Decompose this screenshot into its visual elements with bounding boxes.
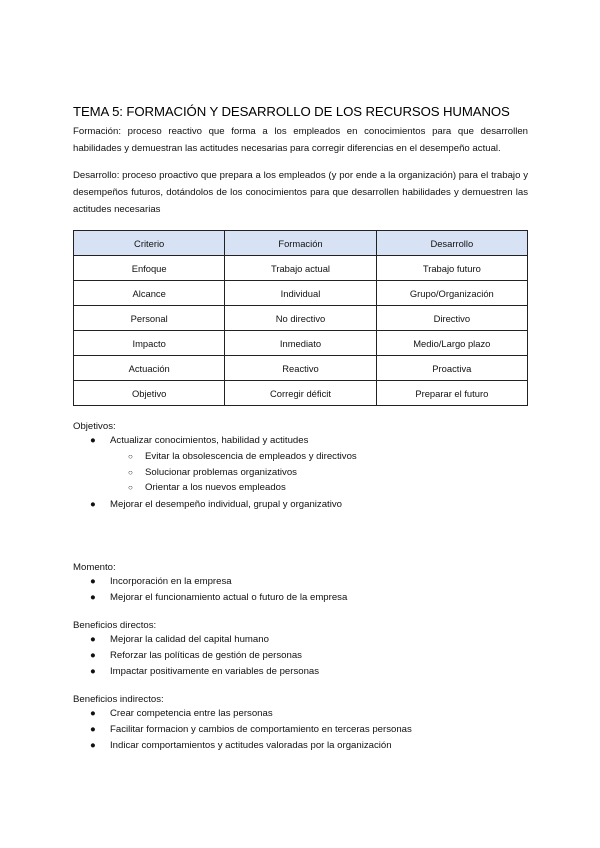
- bullet-icon: ●: [90, 591, 96, 603]
- table-cell: Objetivo: [74, 381, 225, 406]
- bullet-icon: ●: [90, 498, 96, 510]
- bullet-icon: ●: [90, 739, 96, 751]
- list-item: ● Indicar comportamientos y actitudes valoradas por la organización: [73, 738, 528, 754]
- table-cell: Individual: [225, 281, 376, 306]
- page-title: TEMA 5: FORMACIÓN Y DESARROLLO DE LOS RECURSOS HUMANOS: [73, 104, 510, 119]
- table-cell: Enfoque: [74, 256, 225, 281]
- table-cell: Trabajo futuro: [376, 256, 527, 281]
- table-row: [74, 281, 528, 306]
- bullet-icon: ●: [90, 649, 96, 661]
- beneficios-directos-heading: Beneficios directos:: [73, 619, 157, 631]
- bullet-icon: ●: [90, 575, 96, 587]
- table-row: [74, 381, 528, 406]
- table-cell: Impacto: [74, 331, 225, 356]
- bullet-icon: ●: [90, 707, 96, 719]
- list-item: ● Mejorar la calidad del capital humano: [73, 632, 528, 648]
- table-header-row: [74, 231, 528, 256]
- list-item: ○ Orientar a los nuevos empleados: [73, 480, 528, 496]
- objetivos-list-2: [73, 497, 528, 513]
- circle-bullet-icon: ○: [128, 483, 133, 492]
- table-cell: Reactivo: [225, 356, 376, 381]
- objetivos-heading: Objetivos:: [73, 421, 116, 432]
- beneficios-indirectos-list: [73, 706, 528, 754]
- table-header-cell: Criterio: [74, 231, 225, 256]
- comparison-table: [73, 230, 528, 406]
- table-cell: Directivo: [376, 306, 527, 331]
- table-cell: Preparar el futuro: [376, 381, 527, 406]
- beneficios-indirectos-heading: Beneficios indirectos:: [73, 693, 164, 705]
- document-page: [73, 104, 528, 754]
- list-item: ● Impactar positivamente en variables de personas: [73, 664, 528, 680]
- list-item: ● Actualizar conocimientos, habilidad y actitudes: [73, 433, 528, 449]
- table-header-cell: Formación: [225, 231, 376, 256]
- table-row: [74, 356, 528, 381]
- objetivos-sublist: [73, 449, 528, 496]
- circle-bullet-icon: ○: [128, 452, 133, 461]
- bullet-icon: ●: [90, 633, 96, 645]
- formacion-definition: Formación: proceso reactivo que forma a los empleados en conocimientos para que desarrollen habilidades y demuestran las actitudes necesarias para corregir diferencias en el desempeño actual.: [73, 126, 528, 154]
- table-row: [74, 331, 528, 356]
- list-item: ● Crear competencia entre las personas: [73, 706, 528, 722]
- bullet-icon: ●: [90, 435, 96, 446]
- table-row: [74, 306, 528, 331]
- list-item: ● Facilitar formacion y cambios de comportamiento en terceras personas: [73, 722, 528, 738]
- table-cell: Trabajo actual: [225, 256, 376, 281]
- list-item: ● Incorporación en la empresa: [73, 574, 528, 590]
- bullet-icon: ●: [90, 665, 96, 677]
- table-cell: Personal: [74, 306, 225, 331]
- table-header-cell: Desarrollo: [376, 231, 527, 256]
- list-item: ● Mejorar el funcionamiento actual o futuro de la empresa: [73, 590, 528, 606]
- table-cell: Corregir déficit: [225, 381, 376, 406]
- beneficios-directos-list: [73, 632, 528, 680]
- table-cell: Proactiva: [376, 356, 527, 381]
- momento-list: [73, 574, 528, 606]
- table-cell: Actuación: [74, 356, 225, 381]
- list-item: ○ Solucionar problemas organizativos: [73, 465, 528, 481]
- list-item: ○ Evitar la obsolescencia de empleados y directivos: [73, 449, 528, 465]
- table-row: [74, 256, 528, 281]
- bullet-icon: ●: [90, 723, 96, 735]
- desarrollo-definition: Desarrollo: proceso proactivo que prepara a los empleados (y por ende a la organización) para el trabajo y desempeños futuros, dotándolos de los conocimientos para que desarrollen habilidades y demuestren las actitudes necesarias: [73, 170, 528, 215]
- list-item: ● Mejorar el desempeño individual, grupal y organizativo: [73, 497, 528, 513]
- circle-bullet-icon: ○: [128, 467, 133, 477]
- list-item: ● Reforzar las políticas de gestión de personas: [73, 648, 528, 664]
- objetivos-list: [73, 433, 528, 449]
- momento-heading: Momento:: [73, 561, 116, 573]
- table-cell: Inmediato: [225, 331, 376, 356]
- table-cell: Grupo/Organización: [376, 281, 527, 306]
- table-cell: No directivo: [225, 306, 376, 331]
- table-cell: Medio/Largo plazo: [376, 331, 527, 356]
- table-cell: Alcance: [74, 281, 225, 306]
